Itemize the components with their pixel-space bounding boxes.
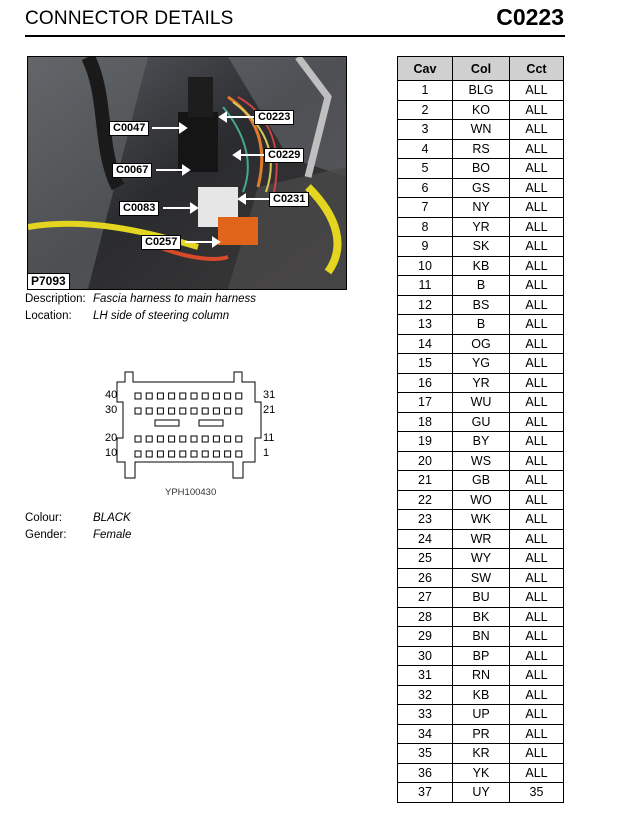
cav-cell: 19 xyxy=(398,432,453,452)
table-row xyxy=(398,178,564,198)
cav-cell: 14 xyxy=(398,334,453,354)
callout-c0067: C0067 xyxy=(112,163,152,178)
cav-cell: 1 xyxy=(398,81,453,101)
cct-cell: ALL xyxy=(510,724,564,744)
col-cell: BO xyxy=(453,159,510,179)
table-row xyxy=(398,354,564,374)
pin-label-30: 30 xyxy=(105,404,118,416)
cav-cell: 13 xyxy=(398,315,453,335)
cav-cell: 30 xyxy=(398,646,453,666)
table-row xyxy=(398,705,564,725)
table-row xyxy=(398,276,564,296)
cct-cell: ALL xyxy=(510,549,564,569)
col-cell: SW xyxy=(453,568,510,588)
col-cell: YK xyxy=(453,763,510,783)
table-row xyxy=(398,607,564,627)
cct-cell: ALL xyxy=(510,159,564,179)
col-cell: WS xyxy=(453,451,510,471)
cav-cell: 11 xyxy=(398,276,453,296)
col-cell: BS xyxy=(453,295,510,315)
table-row xyxy=(398,451,564,471)
cct-cell: ALL xyxy=(510,471,564,491)
cav-cell: 28 xyxy=(398,607,453,627)
col-cell: BU xyxy=(453,588,510,608)
cct-cell: ALL xyxy=(510,334,564,354)
pin-label-31: 31 xyxy=(263,389,276,401)
col-cell: UP xyxy=(453,705,510,725)
table-row xyxy=(398,490,564,510)
cav-cell: 29 xyxy=(398,627,453,647)
pin-label-21: 21 xyxy=(263,404,276,416)
location-value: LH side of steering column xyxy=(93,310,230,322)
connector-code: C0223 xyxy=(496,4,564,30)
table-row xyxy=(398,646,564,666)
cav-cell: 7 xyxy=(398,198,453,218)
col-cell: YG xyxy=(453,354,510,374)
location-row xyxy=(25,310,365,324)
table-row xyxy=(398,763,564,783)
pin-label-10: 10 xyxy=(105,447,118,459)
cct-cell: ALL xyxy=(510,490,564,510)
table-row xyxy=(398,724,564,744)
col-cell: GU xyxy=(453,412,510,432)
table-row xyxy=(398,510,564,530)
cav-cell: 12 xyxy=(398,295,453,315)
col-cell: KB xyxy=(453,256,510,276)
cct-cell: ALL xyxy=(510,763,564,783)
connector-face-diagram xyxy=(95,368,285,483)
cct-cell: ALL xyxy=(510,295,564,315)
cct-cell: ALL xyxy=(510,744,564,764)
cav-cell: 21 xyxy=(398,471,453,491)
gender-row xyxy=(25,529,225,543)
cav-cell: 3 xyxy=(398,120,453,140)
gender-value: Female xyxy=(93,529,132,541)
cct-cell: ALL xyxy=(510,627,564,647)
gender-label: Gender: xyxy=(25,529,67,541)
callout-c0229: C0229 xyxy=(264,148,304,163)
cav-cell: 35 xyxy=(398,744,453,764)
cav-cell: 5 xyxy=(398,159,453,179)
diagram-caption: YPH100430 xyxy=(165,487,217,498)
cav-cell: 20 xyxy=(398,451,453,471)
cct-cell: ALL xyxy=(510,451,564,471)
connector-location-photo xyxy=(27,56,347,290)
callout-c0083: C0083 xyxy=(119,201,159,216)
cct-cell: ALL xyxy=(510,705,564,725)
cct-cell: ALL xyxy=(510,120,564,140)
cav-cell: 16 xyxy=(398,373,453,393)
table-row xyxy=(398,471,564,491)
cct-cell: ALL xyxy=(510,373,564,393)
cct-cell: ALL xyxy=(510,685,564,705)
cav-cell: 17 xyxy=(398,393,453,413)
cav-cell: 37 xyxy=(398,783,453,803)
description-row xyxy=(25,293,365,307)
col-cell: BY xyxy=(453,432,510,452)
col-cell: YR xyxy=(453,373,510,393)
col-cell: BK xyxy=(453,607,510,627)
cct-cell: ALL xyxy=(510,510,564,530)
table-row xyxy=(398,783,564,803)
pin-label-40: 40 xyxy=(105,389,118,401)
table-header-row xyxy=(398,57,564,81)
table-row xyxy=(398,412,564,432)
cct-cell: ALL xyxy=(510,178,564,198)
col-cell: WR xyxy=(453,529,510,549)
photo-id: P7093 xyxy=(28,273,70,289)
col-cell: B xyxy=(453,315,510,335)
table-row xyxy=(398,100,564,120)
table-row xyxy=(398,334,564,354)
connector-face-drawing xyxy=(95,368,285,483)
cav-cell: 9 xyxy=(398,237,453,257)
cav-cell: 26 xyxy=(398,568,453,588)
cav-cell: 34 xyxy=(398,724,453,744)
cct-cell: ALL xyxy=(510,81,564,101)
col-cell: GS xyxy=(453,178,510,198)
cav-cell: 36 xyxy=(398,763,453,783)
cct-cell: ALL xyxy=(510,237,564,257)
cav-cell: 2 xyxy=(398,100,453,120)
callout-c0231: C0231 xyxy=(269,192,309,207)
col-cell: RS xyxy=(453,139,510,159)
cav-cell: 6 xyxy=(398,178,453,198)
table-row xyxy=(398,529,564,549)
table-row xyxy=(398,217,564,237)
table-row xyxy=(398,159,564,179)
cct-cell: ALL xyxy=(510,646,564,666)
table-row xyxy=(398,588,564,608)
table-row xyxy=(398,549,564,569)
cct-cell: ALL xyxy=(510,568,564,588)
description-value: Fascia harness to main harness xyxy=(93,293,256,305)
table-row xyxy=(398,666,564,686)
colour-row xyxy=(25,512,225,526)
col-cell: YR xyxy=(453,217,510,237)
cav-cell: 23 xyxy=(398,510,453,530)
column-header-cct: Cct xyxy=(510,57,564,81)
column-header-cav: Cav xyxy=(398,57,453,81)
cav-cell: 33 xyxy=(398,705,453,725)
table-row xyxy=(398,568,564,588)
col-cell: WY xyxy=(453,549,510,569)
cct-cell: ALL xyxy=(510,432,564,452)
cav-cell: 27 xyxy=(398,588,453,608)
table-row xyxy=(398,744,564,764)
callout-c0047: C0047 xyxy=(109,121,149,136)
colour-label: Colour: xyxy=(25,512,63,524)
cav-cell: 22 xyxy=(398,490,453,510)
callout-c0223: C0223 xyxy=(254,110,294,125)
col-cell: KR xyxy=(453,744,510,764)
cct-cell: ALL xyxy=(510,393,564,413)
col-cell: BN xyxy=(453,627,510,647)
col-cell: KO xyxy=(453,100,510,120)
col-cell: WK xyxy=(453,510,510,530)
table-row xyxy=(398,685,564,705)
location-label: Location: xyxy=(25,310,72,322)
table-row xyxy=(398,432,564,452)
cav-cell: 31 xyxy=(398,666,453,686)
cct-cell: ALL xyxy=(510,276,564,296)
description-label: Description: xyxy=(25,293,86,305)
pin-label-20: 20 xyxy=(105,432,118,444)
table-row xyxy=(398,315,564,335)
table-row xyxy=(398,139,564,159)
col-cell: UY xyxy=(453,783,510,803)
table-row xyxy=(398,627,564,647)
header-divider xyxy=(25,35,565,37)
cct-cell: ALL xyxy=(510,315,564,335)
col-cell: B xyxy=(453,276,510,296)
cct-cell: ALL xyxy=(510,588,564,608)
cct-cell: ALL xyxy=(510,100,564,120)
cct-cell: ALL xyxy=(510,412,564,432)
cct-cell: 35 xyxy=(510,783,564,803)
col-cell: NY xyxy=(453,198,510,218)
col-cell: RN xyxy=(453,666,510,686)
cct-cell: ALL xyxy=(510,198,564,218)
pin-label-1: 1 xyxy=(263,447,270,459)
colour-value: BLACK xyxy=(93,512,131,524)
column-header-col: Col xyxy=(453,57,510,81)
col-cell: OG xyxy=(453,334,510,354)
cavity-table xyxy=(397,56,564,803)
cct-cell: ALL xyxy=(510,529,564,549)
callout-c0257: C0257 xyxy=(141,235,181,250)
table-row xyxy=(398,256,564,276)
table-row xyxy=(398,120,564,140)
table-row xyxy=(398,237,564,257)
cav-cell: 32 xyxy=(398,685,453,705)
table-row xyxy=(398,373,564,393)
cct-cell: ALL xyxy=(510,607,564,627)
cav-cell: 4 xyxy=(398,139,453,159)
cct-cell: ALL xyxy=(510,217,564,237)
cct-cell: ALL xyxy=(510,256,564,276)
cavity-table-body xyxy=(398,81,564,803)
cct-cell: ALL xyxy=(510,139,564,159)
col-cell: WU xyxy=(453,393,510,413)
table-row xyxy=(398,295,564,315)
table-row xyxy=(398,198,564,218)
col-cell: BP xyxy=(453,646,510,666)
table-row xyxy=(398,393,564,413)
cct-cell: ALL xyxy=(510,354,564,374)
col-cell: PR xyxy=(453,724,510,744)
col-cell: KB xyxy=(453,685,510,705)
page-title: CONNECTOR DETAILS xyxy=(25,8,234,29)
cav-cell: 15 xyxy=(398,354,453,374)
col-cell: GB xyxy=(453,471,510,491)
cav-cell: 25 xyxy=(398,549,453,569)
cav-cell: 24 xyxy=(398,529,453,549)
col-cell: WO xyxy=(453,490,510,510)
col-cell: BLG xyxy=(453,81,510,101)
col-cell: SK xyxy=(453,237,510,257)
pin-label-11: 11 xyxy=(263,432,275,444)
cav-cell: 8 xyxy=(398,217,453,237)
cct-cell: ALL xyxy=(510,666,564,686)
table-row xyxy=(398,81,564,101)
col-cell: WN xyxy=(453,120,510,140)
cav-cell: 10 xyxy=(398,256,453,276)
cav-cell: 18 xyxy=(398,412,453,432)
photo-illustration xyxy=(28,57,346,289)
